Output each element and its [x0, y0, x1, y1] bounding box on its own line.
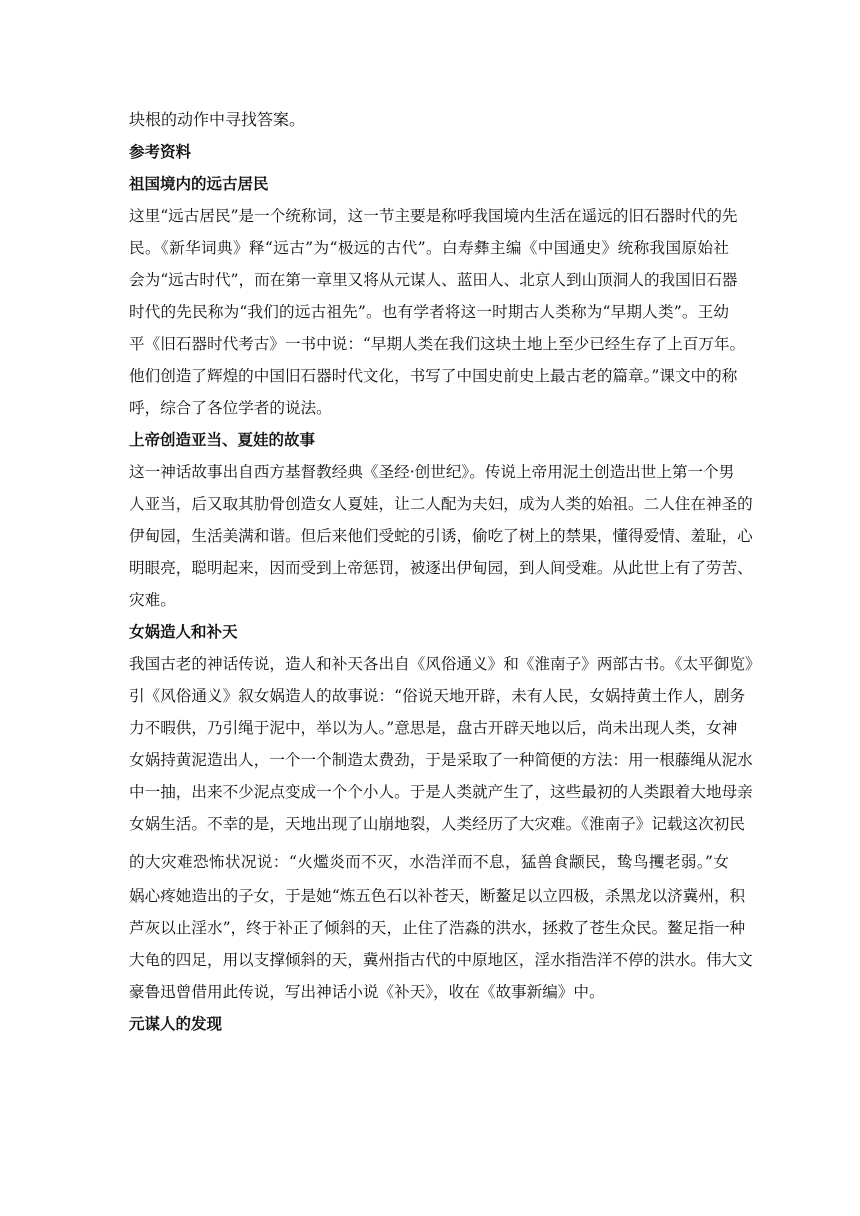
heading-adam-eve: 上帝创造亚当、夏娃的故事	[129, 431, 316, 449]
paragraph-ancient-residents	[129, 200, 746, 424]
paragraph-line: 我国古老的神话传说，造人和补天各出自《风俗通义》和《淮南子》两部古书。《太平御览》	[129, 655, 761, 673]
paragraph-line: 芦灰以止淫水”，终于补正了倾斜的天，止住了浩淼的洪水，拯救了苍生众民。鳌足指一种	[129, 919, 746, 937]
section-title: 参考资料	[129, 143, 192, 161]
heading-nuwa: 女娲造人和补天	[129, 623, 238, 641]
paragraph-line: 豪鲁迅曾借用此传说，写出神话小说《补天》，收在《故事新编》中。	[129, 983, 605, 1001]
paragraph-adam-eve	[129, 456, 753, 616]
paragraph-line: 人亚当，后又取其肋骨创造女人夏娃，让二人配为夫妇，成为人类的始祖。二人住在神圣的	[129, 495, 753, 513]
heading-ancient-residents: 祖国境内的远古居民	[129, 175, 269, 193]
paragraph-line: 引《风俗通义》叙女娲造人的故事说：“俗说天地开辟，未有人民，女娲持黄土作人，剧务	[129, 687, 746, 705]
paragraph-line: 中一抽，出来不少泥点变成一个个小人。于是人类就产生了，这些最初的人类跟着大地母亲	[129, 783, 753, 801]
paragraph-line: 娲心疼她造出的子女，于是她“炼五色石以补苍天，断鳌足以立四极，杀黑龙以济冀州，积	[129, 887, 746, 905]
paragraph-line: 这里“远古居民”是一个统称词，这一节主要是称呼我国境内生活在遥远的旧石器时代的先	[129, 207, 738, 225]
paragraph-line: 他们创造了辉煌的中国旧石器时代文化，书写了中国史前史上最古老的篇章。”课文中的称	[129, 367, 738, 385]
paragraph-nuwa	[129, 648, 761, 1008]
paragraph-line: 大龟的四足，用以支撑倾斜的天，冀州指古代的中原地区，淫水指浩洋不停的洪水。伟大文	[129, 951, 753, 969]
heading-yuanmou-man: 元谋人的发现	[129, 1015, 223, 1033]
paragraph-line: 这一神话故事出自西方基督教经典《圣经·创世纪》。传说上帝用泥土创造出世上第一个男	[129, 463, 735, 481]
paragraph-line: 呼，综合了各位学者的说法。	[129, 399, 332, 417]
intro-fragment: 块根的动作中寻找答案。	[129, 110, 306, 129]
paragraph-line: 力不暇供，乃引绳于泥中，举以为人。”意思是，盘古开辟天地以后，尚未出现人类，女神	[129, 719, 738, 737]
paragraph-line: 平《旧石器时代考古》一书中说：“早期人类在我们这块土地上至少已经生存了上百万年。	[129, 335, 746, 353]
paragraph-line: 时代的先民称为“我们的远古祖先”。也有学者将这一时期古人类称为“早期人类”。王幼	[129, 303, 729, 321]
paragraph-line: 伊甸园，生活美满和谐。但后来他们受蛇的引诱，偷吃了树上的禁果，懂得爱情、羞耻，心	[129, 527, 753, 545]
paragraph-line: 灾难。	[129, 591, 176, 609]
paragraph-line: 的大灾难恐怖状况说：“火爁炎而不灭，水浩洋而不息，猛兽食颛民，鸷鸟攫老弱。”女	[129, 853, 729, 871]
document-page	[129, 104, 761, 1040]
paragraph-line: 女娲生活。不幸的是，天地出现了山崩地裂，人类经历了大灾难。《淮南子》记载这次初民	[129, 815, 745, 833]
paragraph-line: 女娲持黄泥造出人，一个一个制造太费劲，于是采取了一种简便的方法：用一根藤绳从泥水	[129, 751, 753, 769]
paragraph-line: 民。《新华词典》释“远古”为“极远的古代”。白寿彝主编《中国通史》统称我国原始社	[129, 239, 729, 257]
paragraph-line: 会为“远古时代”，而在第一章里又将从元谋人、蓝田人、北京人到山顶洞人的我国旧石器	[129, 271, 738, 289]
paragraph-line: 明眼亮，聪明起来，因而受到上帝惩罚，被逐出伊甸园，到人间受难。从此世上有了劳苦、	[129, 559, 753, 577]
